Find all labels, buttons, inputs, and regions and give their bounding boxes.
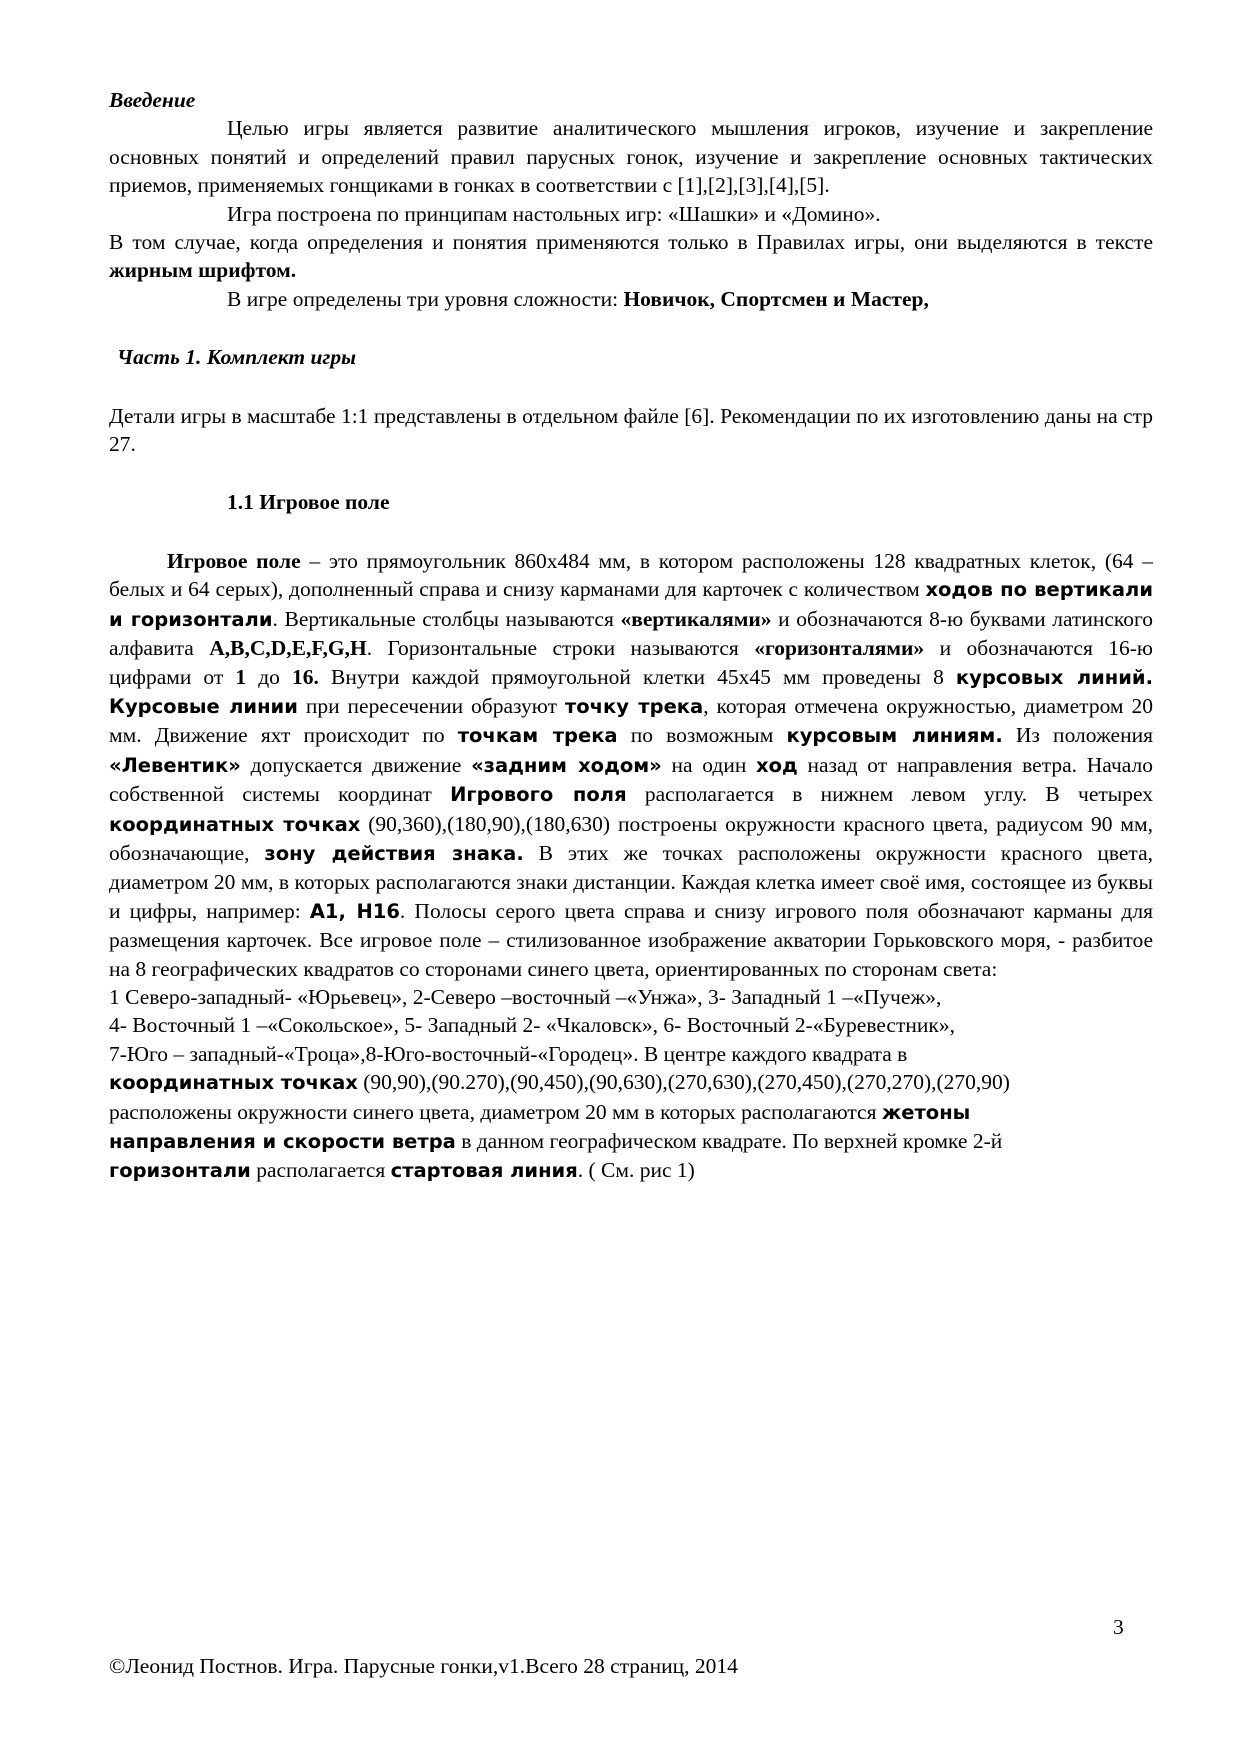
- spacer: [109, 517, 1153, 547]
- quadrants-line-3: 7-Юго – западный-«Троца»,8-Юго-восточный-«Городец». В центре каждого квадрата в: [109, 1041, 908, 1066]
- field-text: (90,360),(180,90),(180,630) построены окружности красного цвета, радиусом 90 мм, обозначающие,: [109, 811, 1153, 865]
- field-text: Внутри каждой прямоугольной клетки 45х45 мм проведены 8: [318, 664, 956, 689]
- spacer: [109, 458, 1153, 488]
- subsection-heading: 1.1 Игровое поле: [227, 490, 390, 515]
- field-text: располагается в нижнем левом углу. В четырех: [626, 782, 1153, 807]
- field-text: , которая отмечена окружностью, диаметром 20 мм. Движение яхт происходит по: [109, 693, 1153, 748]
- term-course-lines-2: курсовым линиям.: [786, 724, 1003, 748]
- term-mark-zone: зону действия знака.: [264, 841, 524, 865]
- field-text: до: [246, 664, 293, 689]
- field-text: на один: [661, 752, 757, 777]
- field-text: допускается движение: [240, 752, 472, 777]
- term-leventik: «Левентик»: [109, 753, 241, 777]
- quadrants-line-1: 1 Северо-западный- «Юрьевец», 2-Северо –восточный –«Унжа», 3- Западный 1 –«Пучеж»,: [109, 984, 942, 1009]
- quadrants-text: располагается: [250, 1158, 391, 1183]
- term-move: ход: [756, 753, 798, 777]
- term-moves: ходов по вертикали и горизонтали: [109, 578, 1153, 631]
- field-text: назад от направления ветра. Начало собственной системы координат: [109, 752, 1153, 807]
- field-text: В этих же точках расположены окружности красного цвета, диаметром 20 мм, в которых располагаются знаки дистанции. Каждая клетка имеет своё имя, состоящее из буквы и цифры, например:: [109, 840, 1153, 923]
- term-course-lines: курсовых линий. Курсовые линии: [109, 665, 1153, 718]
- field-text: и обозначаются 8-ю буквами латинского алфавита: [109, 606, 1154, 661]
- quadrants-line-4: [109, 1068, 1153, 1097]
- spacer: [109, 372, 1153, 402]
- term-letters: A,B,C,D,E,F,G,H: [209, 636, 367, 661]
- term-tokens: жетоны: [881, 1100, 971, 1124]
- field-text: . Полосы серого цвета справа и снизу игрового поля обозначают карманы для размещения карточек. Все игровое поле – стилизованное изображение акватории Горьковского моря, - разбитое на 8 географических квадратов со сторонами синего цвета, ориентированных по сторонам света:: [109, 898, 1153, 981]
- term-sixteen: 16.: [292, 664, 319, 689]
- quadrants-line-2: 4- Восточный 1 –«Сокольское», 5- Западный 2- «Чкаловск», 6- Восточный 2-«Буревестник»,: [109, 1013, 955, 1038]
- term-wind: направления и скорости ветра: [109, 1130, 456, 1153]
- levels-text: В игре определены три уровня сложности:: [227, 286, 624, 311]
- term-verticals: «вертикалями»: [620, 606, 772, 631]
- term-horizontal: горизонтали: [109, 1159, 251, 1183]
- document-body: [109, 86, 1153, 1186]
- part1-paragraph-details: Детали игры в масштабе 1:1 представлены в отдельном файле [6]. Рекомендации по их изготовлению даны на стр 27.: [109, 403, 1153, 457]
- page-number: 3: [1113, 1615, 1124, 1639]
- quadrants-text: расположены окружности синего цвета, диаметром 20 мм в которых располагаются: [109, 1099, 882, 1124]
- term-game-field: Игровое поле: [167, 548, 301, 573]
- field-text: по возможным: [617, 723, 787, 748]
- term-cell-names: A1, H16: [309, 899, 400, 923]
- quadrants-line-6: [109, 1127, 1153, 1156]
- quadrants-line-5: [109, 1098, 1153, 1127]
- field-text: . Горизонтальные строки называются: [366, 636, 755, 661]
- term-track-point: точку трека: [564, 694, 704, 718]
- spacer: [109, 313, 1153, 343]
- term-horizontals: «горизонталями»: [754, 636, 925, 661]
- term-reverse: «задним ходом»: [471, 753, 662, 777]
- coordinates-list: (90,90),(90.270),(90,450),(90,630),(270,630),(270,450),(270,270),(270,90): [357, 1070, 1010, 1095]
- term-coordinate-points: координатных точках: [109, 812, 361, 836]
- field-text: Из положения: [1002, 723, 1153, 748]
- quadrants-line-7: [109, 1156, 1153, 1185]
- definitions-text: В том случае, когда определения и понятия применяются только в Правилах игры, они выделяются в тексте: [109, 230, 1153, 255]
- quadrants-text: в данном географическом квадрате. По верхней кромке 2-й: [455, 1129, 1003, 1153]
- part1-heading: Часть 1. Комплект игры: [117, 345, 357, 370]
- intro-paragraph-levels: [109, 285, 1153, 313]
- field-text: и обозначаются 16-ю цифрами от: [109, 636, 1153, 689]
- field-text: при пересечении образуют: [297, 693, 565, 718]
- term-start-line: стартовая линия: [390, 1159, 578, 1183]
- intro-paragraph-principles: Игра построена по принципам настольных игр: «Шашки» и «Домино».: [227, 201, 881, 226]
- levels-bold: Новичок, Спортсмен и Мастер,: [623, 286, 929, 311]
- page-footer: ©Леонид Постнов. Игра. Парусные гонки,v1.Всего 28 страниц, 2014: [109, 1654, 738, 1678]
- field-text: . Вертикальные столбцы называются: [272, 606, 621, 631]
- definitions-bold: жирным шрифтом.: [109, 258, 297, 283]
- intro-heading: Введение: [109, 88, 196, 112]
- intro-paragraph-definitions: [109, 228, 1153, 285]
- field-text: – это прямоугольник 860х484 мм, в котором расположены 128 квадратных клеток, (64 –белых и 64 серых), дополненный справа и снизу карманами для карточек с количеством: [109, 548, 1153, 602]
- term-track-points: точкам трека: [457, 724, 618, 748]
- term-field-coordinates: Игрового поля: [450, 783, 627, 807]
- figure-reference: . ( См. рис 1): [577, 1158, 695, 1183]
- intro-paragraph-goal: Целью игры является развитие аналитического мышления игроков, изучение и закрепление основных понятий и определений правил парусных гонок, изучение и закрепление основных тактических приемов, применяемых гонщиками в гонках в соответствии с [1],[2],[3],[4],[5].: [109, 116, 1153, 198]
- field-paragraph: [109, 547, 1153, 983]
- term-one: 1: [235, 664, 247, 689]
- term-coordinate-points-2: координатных точках: [109, 1071, 358, 1095]
